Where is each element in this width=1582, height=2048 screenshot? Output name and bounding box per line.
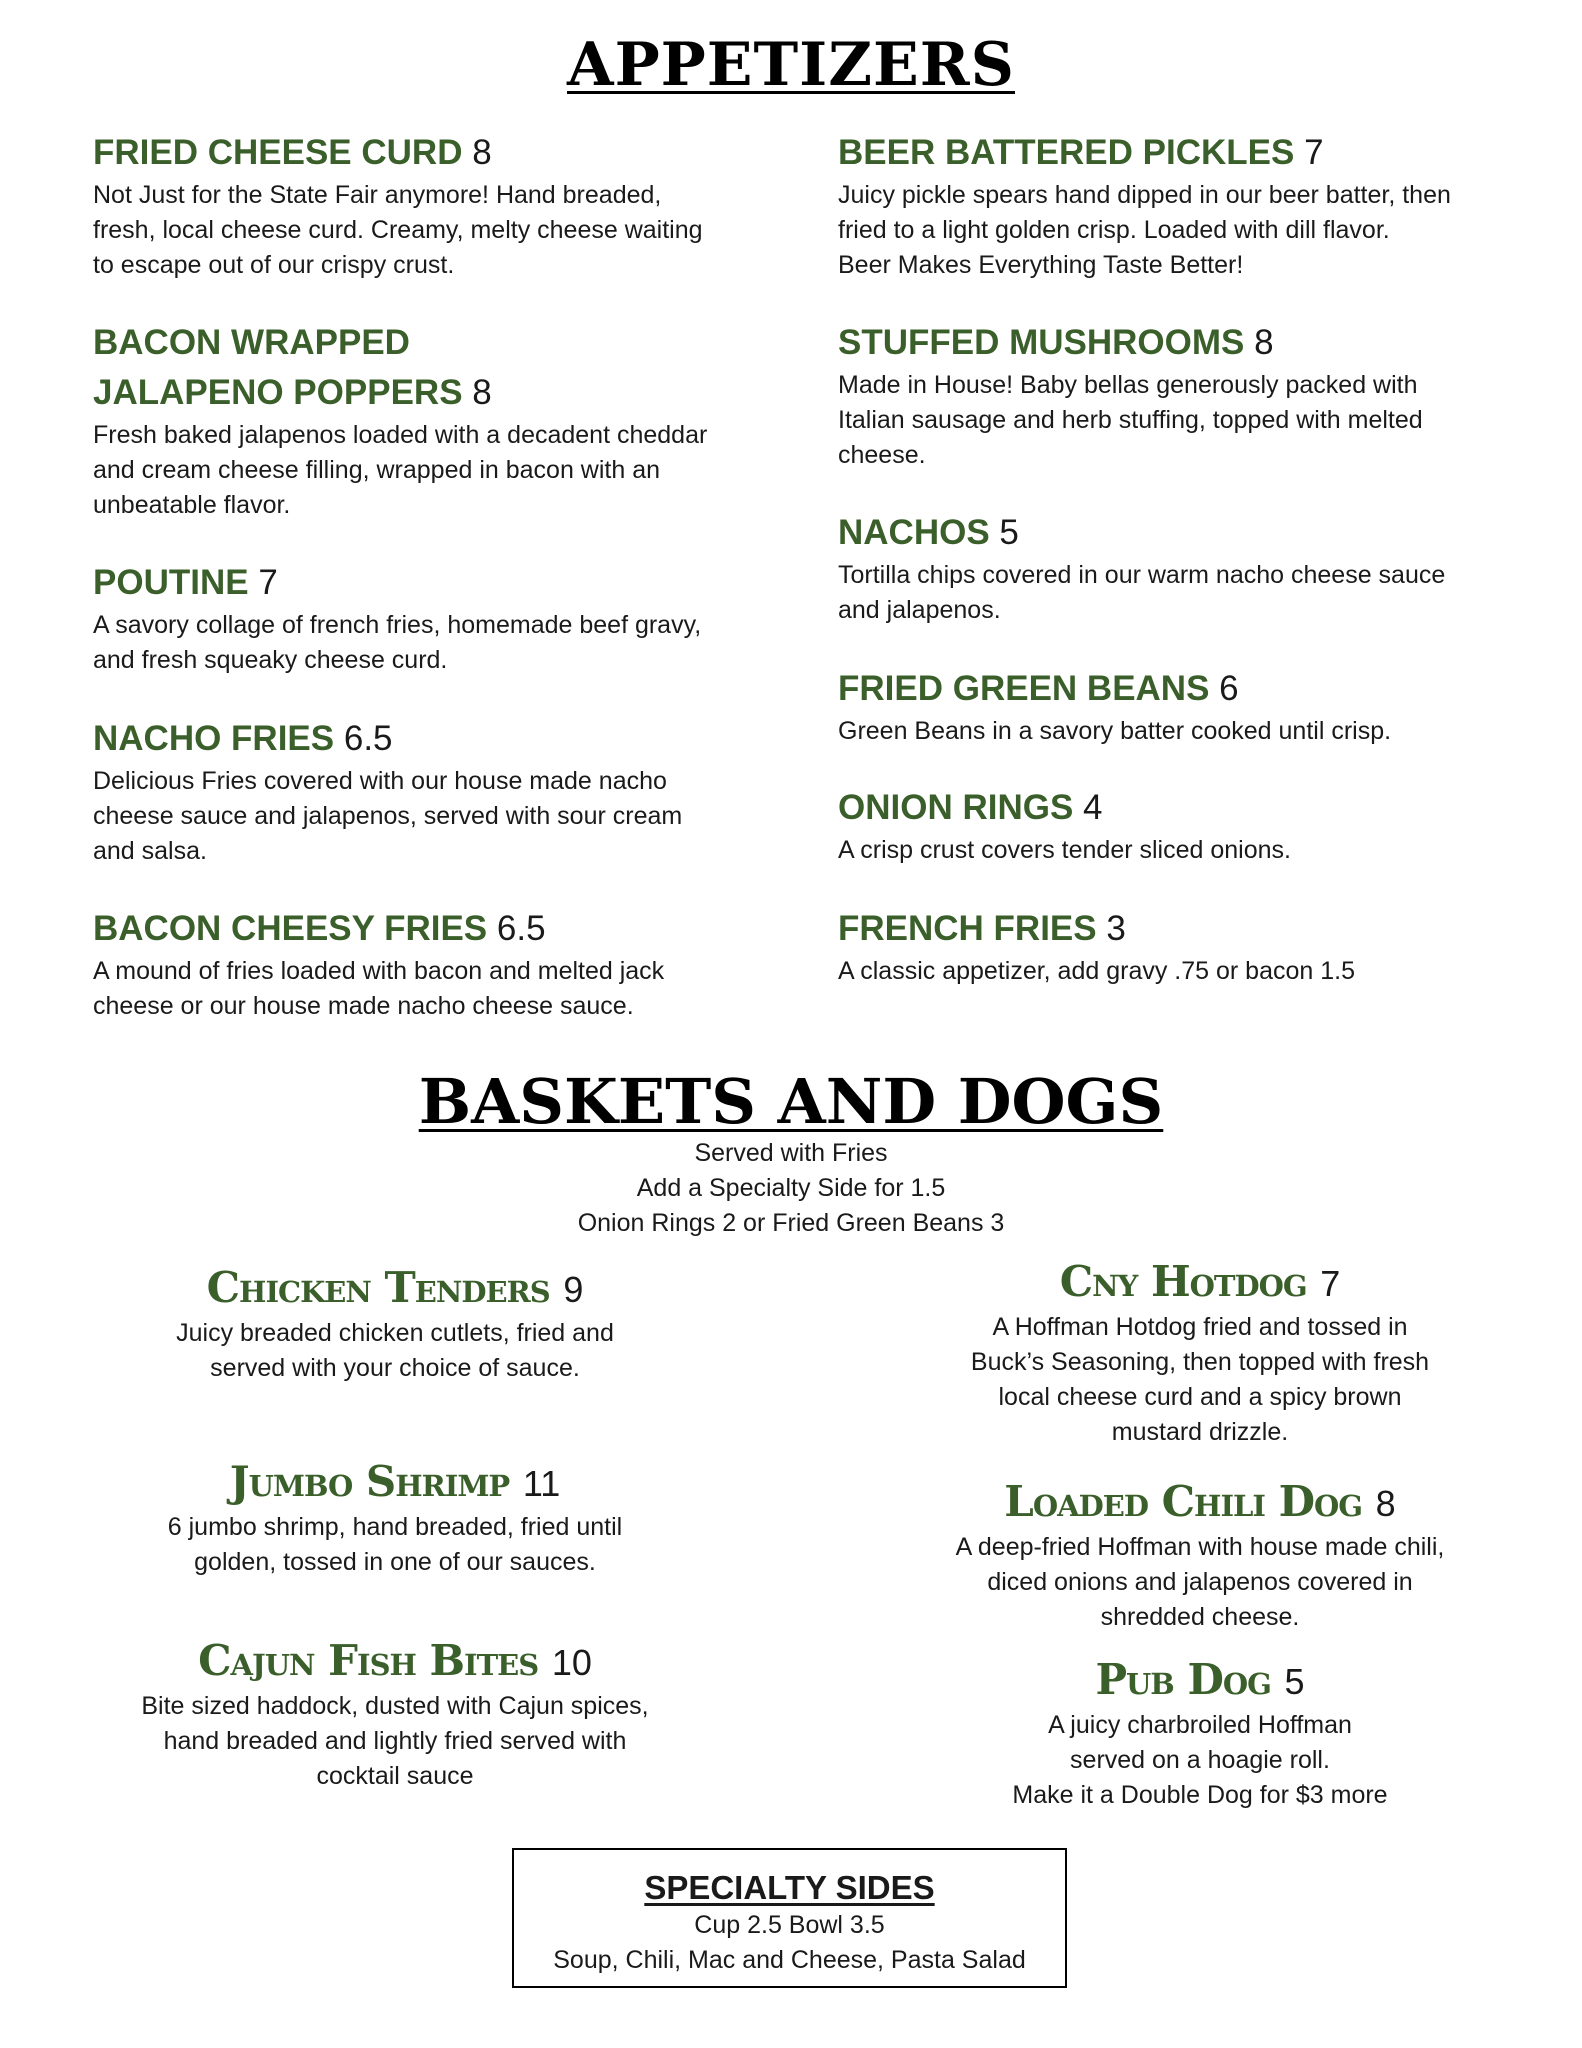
item-price: 8 [1375,1483,1396,1524]
item-desc-line: cheese. [838,441,926,469]
info-line: Onion Rings 2 or Fried Green Beans 3 [577,1209,1005,1237]
item-price: 9 [563,1269,584,1310]
item-desc-line: Green Beans in a savory batter cooked until crisp. [838,717,1392,745]
item-desc-line: Italian sausage and herb stuffing, topped with melted [838,406,1423,434]
menu-item [93,558,773,678]
item-name: Cajun Fish Bites 10 [198,1636,592,1685]
info-line: Served with Fries [694,1139,888,1167]
menu-item [838,508,1518,628]
item-desc-line: golden, tossed in one of our sauces. [194,1548,596,1576]
item-desc-line: mustard drizzle. [1111,1418,1289,1446]
item-price: 7 [258,563,278,602]
item-desc-line: fresh, local cheese curd. Creamy, melty cheese waiting [93,216,703,244]
item-desc-line: A crisp crust covers tender sliced onions. [838,836,1291,864]
menu-item [838,664,1518,749]
item-desc-line: Bite sized haddock, dusted with Cajun spices, [141,1692,649,1720]
item-desc-line: A deep-fried Hoffman with house made chili, [955,1533,1445,1561]
item-name: Loaded Chili Dog 8 [1004,1477,1396,1526]
item-name: FRENCH FRIES 3 [838,909,1126,948]
item-price: 7 [1304,133,1324,172]
item-price: 6.5 [343,719,393,758]
item-desc-line: served on a hoagie roll. [1070,1746,1330,1774]
item-desc-line: and fresh squeaky cheese curd. [93,646,448,674]
specialty-sides-line: Soup, Chili, Mac and Cheese, Pasta Salad [553,1946,1026,1974]
menu-item [93,904,773,1024]
item-desc-line: A Hoffman Hotdog fried and tossed in [992,1313,1408,1341]
item-name: FRIED CHEESE CURD 8 [93,133,492,172]
item-desc-line: A mound of fries loaded with bacon and melted jack [93,957,665,985]
item-desc-line: Beer Makes Everything Taste Better! [838,251,1244,279]
basket-item [95,1635,695,1794]
item-desc-line: served with your choice of sauce. [210,1354,580,1382]
item-price: 3 [1106,909,1126,948]
specialty-sides-title: SPECIALTY SIDES [644,1869,935,1906]
item-desc-line: to escape out of our crispy crust. [93,251,455,279]
item-name: BACON WRAPPED [93,323,410,362]
menu-item [838,904,1518,989]
menu-item [93,128,773,283]
item-desc-line: hand breaded and lightly fried served with [163,1727,627,1755]
item-desc-line: Fresh baked jalapenos loaded with a decadent cheddar [93,421,708,449]
item-desc-line: Tortilla chips covered in our warm nacho cheese sauce [838,561,1446,589]
item-price: 8 [472,133,492,172]
item-price: 4 [1083,788,1103,827]
appetizers-title: APPETIZERS [567,30,1015,100]
item-price: 6 [1219,669,1239,708]
baskets-info [0,1136,1582,1241]
item-desc-line: A juicy charbroiled Hoffman [1048,1711,1352,1739]
item-desc-line: shredded cheese. [1100,1603,1300,1631]
baskets-title: BASKETS AND DOGS [418,1065,1164,1138]
item-name: POUTINE 7 [93,563,278,602]
basket-item [890,1476,1510,1635]
item-name: STUFFED MUSHROOMS 8 [838,323,1274,362]
basket-item [890,1654,1510,1813]
item-desc-line: diced onions and jalapenos covered in [987,1568,1413,1596]
menu-item [838,318,1518,473]
menu-item [93,318,773,523]
item-desc-line: Make it a Double Dog for $3 more [1012,1781,1388,1809]
basket-item [95,1262,695,1386]
menu-item [838,128,1518,283]
item-name: Jumbo Shrimp 11 [229,1457,561,1506]
specialty-sides-box [512,1848,1067,1988]
item-name: Chicken Tenders 9 [206,1263,584,1312]
item-desc-line: A classic appetizer, add gravy .75 or bacon 1.5 [838,957,1355,985]
item-name-line2: JALAPENO POPPERS 8 [93,373,492,412]
item-desc-line: and cream cheese filling, wrapped in bacon with an [93,456,661,484]
item-name: BACON CHEESY FRIES 6.5 [93,909,546,948]
item-name: Cny Hotdog 7 [1059,1257,1341,1306]
item-desc-line: and jalapenos. [838,596,1001,624]
item-desc-line: Delicious Fries covered with our house made nacho [93,767,667,795]
item-name: NACHO FRIES 6.5 [93,719,393,758]
item-desc-line: Not Just for the State Fair anymore! Hand breaded, [93,181,662,209]
item-price: 11 [522,1463,561,1504]
item-price: 8 [1254,323,1274,362]
item-desc-line: Buck’s Seasoning, then topped with fresh [970,1348,1430,1376]
item-price: 7 [1320,1263,1341,1304]
item-desc-line: cheese sauce and jalapenos, served with sour cream [93,802,683,830]
item-price: 8 [472,373,492,412]
item-name: BEER BATTERED PICKLES 7 [838,133,1324,172]
basket-item [890,1256,1510,1450]
item-name: ONION RINGS 4 [838,788,1103,827]
item-name: Pub Dog 5 [1095,1655,1305,1704]
basket-item [95,1456,695,1580]
item-desc-line: unbeatable flavor. [93,491,291,519]
item-desc-line: Made in House! Baby bellas generously packed with [838,371,1418,399]
item-desc-line: A savory collage of french fries, homemade beef gravy, [93,611,702,639]
specialty-sides-line: Cup 2.5 Bowl 3.5 [694,1911,885,1939]
item-desc-line: 6 jumbo shrimp, hand breaded, fried until [167,1513,623,1541]
item-desc-line: fried to a light golden crisp. Loaded with dill flavor. [838,216,1390,244]
item-desc-line: Juicy breaded chicken cutlets, fried and [176,1319,614,1347]
item-name: FRIED GREEN BEANS 6 [838,669,1239,708]
item-desc-line: Juicy pickle spears hand dipped in our beer batter, then [838,181,1451,209]
item-desc-line: cheese or our house made nacho cheese sauce. [93,992,634,1020]
item-name: NACHOS 5 [838,513,1019,552]
item-desc-line: and salsa. [93,837,207,865]
item-price: 5 [1284,1661,1305,1702]
info-line: Add a Specialty Side for 1.5 [636,1174,946,1202]
item-desc-line: local cheese curd and a spicy brown [998,1383,1402,1411]
item-price: 5 [999,513,1019,552]
item-desc-line: cocktail sauce [316,1762,474,1790]
menu-item [93,714,773,869]
menu-item [838,783,1518,868]
item-price: 10 [551,1642,592,1683]
item-price: 6.5 [496,909,546,948]
